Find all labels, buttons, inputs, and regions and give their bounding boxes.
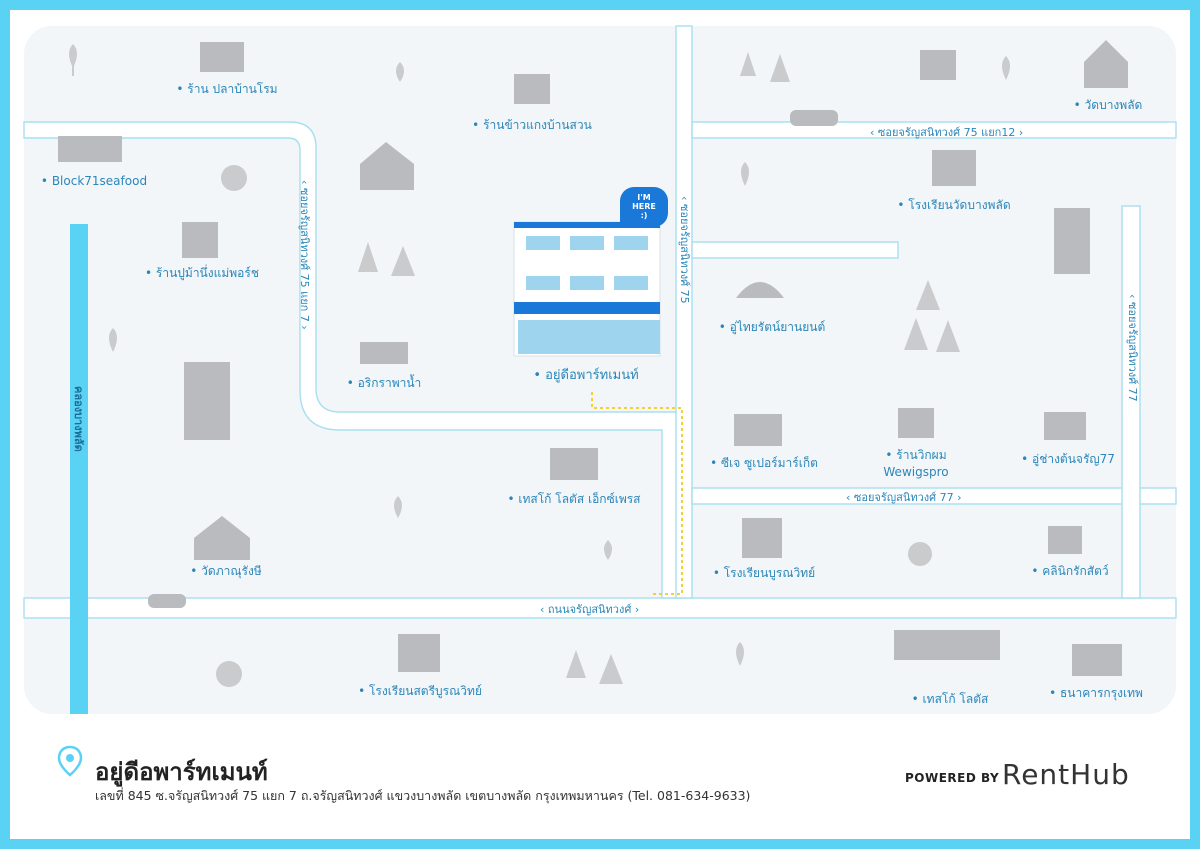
restaurant-icon [58, 136, 122, 162]
road-label-soi75-yaek12: ‹ ซอยจรัญสนิทวงศ์ 75 แยก12 › [870, 126, 1024, 139]
school2-icon [742, 518, 782, 558]
place-label[interactable]: • ร้านปูม้านึ่งแม่พอร์ช [145, 266, 259, 280]
bush-icon [216, 661, 242, 687]
place-label[interactable]: • เทสโก้ โลตัส [911, 692, 989, 706]
stilt-house-icon [514, 74, 550, 104]
place-label[interactable]: • ร้านข้าวแกงบ้านสวน [472, 118, 592, 132]
dome-building-icon [360, 342, 408, 364]
badge-line: HERE [632, 202, 656, 211]
road-label-soi77-v: ‹ ซอยจรัญสนิทวงศ์ 77 [1126, 294, 1139, 402]
road-soi75 [676, 26, 692, 598]
apartment-building [514, 222, 660, 356]
road-label-soi77-h: ‹ ซอยจรัญสนิทวงศ์ 77 › [846, 491, 962, 504]
supermarket-icon [734, 414, 782, 446]
road-soi77-v [1122, 206, 1140, 598]
school-icon [932, 150, 976, 186]
school3-icon [398, 634, 440, 672]
place-label[interactable]: • ร้าน ปลาบ้านโรม [176, 82, 278, 96]
place-label-apartment[interactable]: • อยู่ดีอพาร์ทเมนท์ [533, 368, 639, 383]
bush-icon [221, 165, 247, 191]
place-label[interactable]: • ซีเจ ซูเปอร์มาร์เก็ต [710, 456, 818, 470]
tesco-icon [894, 630, 1000, 660]
footer-address: เลขที่ 845 ซ.จรัญสนิทวงศ์ 75 แยก 7 ถ.จรัญสนิทวงศ์ แขวงบางพลัด เขตบางพลัด กรุงเทพมหานคร (Tel. 081-634-9633) [95, 788, 751, 803]
market-stall-icon [182, 222, 218, 258]
renthub-logo[interactable]: RentHub [1002, 758, 1130, 791]
place-label[interactable]: • วัดภาณุรังษี [190, 564, 262, 578]
canal [70, 224, 88, 714]
city-icon [184, 362, 230, 440]
location-pin-icon [57, 745, 83, 779]
tower-icon [1054, 208, 1090, 274]
badge-line: :) [640, 211, 648, 220]
shop-icon [200, 42, 244, 72]
place-label[interactable]: • ร้านวิกผม Wewigspro [883, 448, 949, 479]
road-label-soi75: ‹ ซอยจรัญสนิทวงศ์ 75 [678, 196, 691, 304]
footer-title: อยู่ดีอพาร์ทเมนท์ [95, 758, 268, 786]
garage2-icon [1044, 412, 1086, 440]
road-label-main: ‹ ถนนจรัญสนิทวงศ์ › [540, 603, 640, 616]
bush-icon [908, 542, 932, 566]
place-label[interactable]: • เทสโก้ โลตัส เอ็กซ์เพรส [507, 492, 641, 506]
bank-icon [1072, 644, 1122, 676]
place-label[interactable]: • โรงเรียนบูรณวิทย์ [712, 566, 816, 580]
canal-label: คลองบางพลัด [72, 386, 85, 452]
place-label[interactable]: • โรงเรียนวัดบางพลัด [897, 198, 1011, 212]
car-icon [790, 110, 838, 126]
badge-line: I'M [637, 193, 651, 202]
road-branch [692, 242, 898, 258]
place-label[interactable]: • คลินิกรักสัตว์ [1031, 564, 1109, 578]
car-icon [148, 594, 186, 608]
place-label[interactable]: • Block71seafood [40, 174, 148, 188]
clinic-icon [1048, 526, 1082, 554]
tesco-express-icon [550, 448, 598, 480]
road-label-soi75-yaek7: ‹ ซอยจรัญสนิทวงศ์ 75 แยก 7 › [298, 180, 311, 330]
place-label[interactable]: • อู่ไทยรัตน์ยานยนต์ [718, 320, 826, 334]
place-label[interactable]: • วัดบางพลัด [1073, 98, 1143, 112]
place-label[interactable]: • อริกราพาน้ำ [346, 376, 422, 390]
im-here-badge [620, 187, 668, 227]
powered-by-label: POWERED BY [905, 771, 1000, 785]
wig-shop-icon [898, 408, 934, 438]
map-frame [10, 10, 1190, 839]
place-label[interactable]: • ธนาคารกรุงเทพ [1049, 686, 1143, 700]
gym-icon [920, 50, 956, 80]
place-label[interactable]: • อู่ช่างต้นจรัญ77 [1021, 452, 1115, 466]
place-label[interactable]: • โรงเรียนสตรีบูรณวิทย์ [358, 684, 482, 698]
